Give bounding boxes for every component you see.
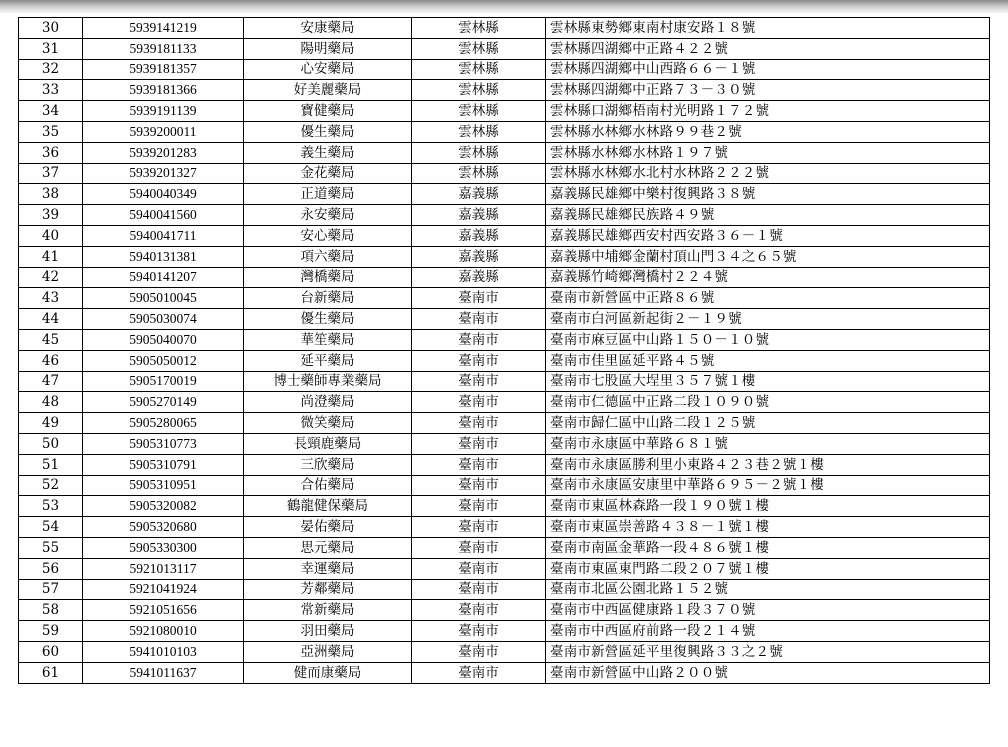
pharmacy-table	[18, 17, 990, 684]
cell-county: 臺南市	[412, 329, 546, 350]
cell-no: 58	[19, 600, 83, 621]
table-row	[19, 641, 990, 662]
cell-code: 5905270149	[83, 392, 244, 413]
cell-name: 長頸鹿藥局	[244, 433, 412, 454]
cell-county: 臺南市	[412, 621, 546, 642]
cell-no: 32	[19, 59, 83, 80]
table-row	[19, 621, 990, 642]
table-row	[19, 18, 990, 39]
cell-code: 5940041560	[83, 205, 244, 226]
cell-no: 44	[19, 309, 83, 330]
cell-name: 思元藥局	[244, 537, 412, 558]
cell-name: 正道藥局	[244, 184, 412, 205]
table-row	[19, 558, 990, 579]
table-row	[19, 184, 990, 205]
cell-no: 40	[19, 225, 83, 246]
cell-code: 5940141207	[83, 267, 244, 288]
cell-name: 延平藥局	[244, 350, 412, 371]
cell-no: 60	[19, 641, 83, 662]
cell-county: 雲林縣	[412, 18, 546, 39]
cell-name: 華笙藥局	[244, 329, 412, 350]
cell-address: 臺南市新營區中正路８６號	[546, 288, 990, 309]
cell-county: 臺南市	[412, 433, 546, 454]
cell-code: 5941011637	[83, 662, 244, 683]
cell-no: 35	[19, 121, 83, 142]
cell-no: 43	[19, 288, 83, 309]
cell-county: 雲林縣	[412, 163, 546, 184]
table-row	[19, 163, 990, 184]
cell-address: 臺南市佳里區延平路４５號	[546, 350, 990, 371]
viewer-top-shadow	[0, 0, 1008, 14]
cell-name: 鶴龍健保藥局	[244, 496, 412, 517]
table-row	[19, 246, 990, 267]
cell-address: 臺南市麻豆區中山路１５０－１０號	[546, 329, 990, 350]
cell-name: 項六藥局	[244, 246, 412, 267]
cell-no: 59	[19, 621, 83, 642]
cell-name: 優生藥局	[244, 121, 412, 142]
cell-county: 嘉義縣	[412, 246, 546, 267]
cell-address: 雲林縣四湖鄉中正路７３－３０號	[546, 80, 990, 101]
table-row	[19, 142, 990, 163]
cell-name: 金花藥局	[244, 163, 412, 184]
cell-county: 臺南市	[412, 579, 546, 600]
cell-no: 42	[19, 267, 83, 288]
cell-address: 臺南市永康區安康里中華路６９５－２號１樓	[546, 475, 990, 496]
cell-address: 臺南市新營區中山路２００號	[546, 662, 990, 683]
cell-address: 雲林縣口湖鄉梧南村光明路１７２號	[546, 101, 990, 122]
cell-name: 亞洲藥局	[244, 641, 412, 662]
cell-no: 30	[19, 18, 83, 39]
cell-code: 5939200011	[83, 121, 244, 142]
cell-no: 37	[19, 163, 83, 184]
cell-code: 5939201327	[83, 163, 244, 184]
cell-name: 寶健藥局	[244, 101, 412, 122]
table-row	[19, 517, 990, 538]
cell-county: 臺南市	[412, 288, 546, 309]
cell-code: 5905010045	[83, 288, 244, 309]
cell-no: 45	[19, 329, 83, 350]
table-row	[19, 38, 990, 59]
cell-name: 晏佑藥局	[244, 517, 412, 538]
cell-no: 53	[19, 496, 83, 517]
cell-county: 臺南市	[412, 662, 546, 683]
cell-address: 臺南市永康區勝利里小東路４２３巷２號１樓	[546, 454, 990, 475]
cell-code: 5939181357	[83, 59, 244, 80]
cell-code: 5921013117	[83, 558, 244, 579]
cell-address: 嘉義縣民雄鄉西安村西安路３６－１號	[546, 225, 990, 246]
cell-county: 臺南市	[412, 537, 546, 558]
cell-code: 5905320680	[83, 517, 244, 538]
cell-county: 臺南市	[412, 558, 546, 579]
cell-no: 54	[19, 517, 83, 538]
cell-no: 47	[19, 371, 83, 392]
cell-address: 雲林縣水林鄉水北村水林路２２２號	[546, 163, 990, 184]
cell-county: 臺南市	[412, 309, 546, 330]
cell-county: 臺南市	[412, 475, 546, 496]
cell-county: 雲林縣	[412, 101, 546, 122]
cell-county: 雲林縣	[412, 121, 546, 142]
cell-name: 三欣藥局	[244, 454, 412, 475]
cell-county: 嘉義縣	[412, 184, 546, 205]
cell-code: 5940040349	[83, 184, 244, 205]
cell-no: 61	[19, 662, 83, 683]
cell-address: 臺南市南區金華路一段４８６號１樓	[546, 537, 990, 558]
table-row	[19, 121, 990, 142]
cell-no: 38	[19, 184, 83, 205]
cell-code: 5939201283	[83, 142, 244, 163]
cell-address: 臺南市東區崇善路４３８－１號１樓	[546, 517, 990, 538]
cell-county: 雲林縣	[412, 142, 546, 163]
cell-code: 5941010103	[83, 641, 244, 662]
cell-address: 臺南市仁德區中正路二段１０９０號	[546, 392, 990, 413]
cell-no: 56	[19, 558, 83, 579]
cell-county: 嘉義縣	[412, 225, 546, 246]
table-row	[19, 225, 990, 246]
cell-code: 5939181133	[83, 38, 244, 59]
cell-name: 永安藥局	[244, 205, 412, 226]
cell-name: 心安藥局	[244, 59, 412, 80]
cell-no: 57	[19, 579, 83, 600]
table-row	[19, 350, 990, 371]
cell-no: 34	[19, 101, 83, 122]
cell-name: 博士藥師專業藥局	[244, 371, 412, 392]
cell-code: 5905320082	[83, 496, 244, 517]
pharmacy-table-body	[19, 18, 990, 684]
cell-code: 5940041711	[83, 225, 244, 246]
cell-name: 好美麗藥局	[244, 80, 412, 101]
cell-county: 嘉義縣	[412, 205, 546, 226]
cell-county: 雲林縣	[412, 59, 546, 80]
cell-code: 5939191139	[83, 101, 244, 122]
document-page	[18, 17, 989, 684]
cell-address: 臺南市北區公園北路１５２號	[546, 579, 990, 600]
cell-county: 臺南市	[412, 517, 546, 538]
cell-no: 31	[19, 38, 83, 59]
cell-name: 安心藥局	[244, 225, 412, 246]
cell-county: 臺南市	[412, 641, 546, 662]
cell-county: 臺南市	[412, 350, 546, 371]
cell-code: 5905030074	[83, 309, 244, 330]
table-row	[19, 496, 990, 517]
cell-code: 5939141219	[83, 18, 244, 39]
table-row	[19, 413, 990, 434]
table-row	[19, 329, 990, 350]
cell-code: 5940131381	[83, 246, 244, 267]
cell-name: 安康藥局	[244, 18, 412, 39]
table-row	[19, 80, 990, 101]
cell-county: 嘉義縣	[412, 267, 546, 288]
cell-code: 5921051656	[83, 600, 244, 621]
cell-no: 39	[19, 205, 83, 226]
table-row	[19, 59, 990, 80]
cell-name: 優生藥局	[244, 309, 412, 330]
table-row	[19, 537, 990, 558]
cell-code: 5905280065	[83, 413, 244, 434]
cell-name: 幸運藥局	[244, 558, 412, 579]
cell-address: 雲林縣四湖鄉中山西路６６－１號	[546, 59, 990, 80]
cell-name: 芳鄰藥局	[244, 579, 412, 600]
cell-county: 雲林縣	[412, 38, 546, 59]
cell-county: 臺南市	[412, 496, 546, 517]
table-row	[19, 433, 990, 454]
cell-code: 5939181366	[83, 80, 244, 101]
cell-address: 臺南市永康區中華路６８１號	[546, 433, 990, 454]
table-row	[19, 454, 990, 475]
cell-name: 健而康藥局	[244, 662, 412, 683]
cell-code: 5905330300	[83, 537, 244, 558]
cell-address: 雲林縣水林鄉水林路９９巷２號	[546, 121, 990, 142]
cell-no: 36	[19, 142, 83, 163]
cell-address: 臺南市白河區新起街２－１９號	[546, 309, 990, 330]
cell-no: 48	[19, 392, 83, 413]
cell-address: 臺南市七股區大埕里３５７號１樓	[546, 371, 990, 392]
table-row	[19, 600, 990, 621]
cell-address: 臺南市新營區延平里復興路３３之２號	[546, 641, 990, 662]
cell-code: 5905310773	[83, 433, 244, 454]
cell-code: 5905170019	[83, 371, 244, 392]
cell-name: 微笑藥局	[244, 413, 412, 434]
cell-county: 雲林縣	[412, 80, 546, 101]
cell-name: 義生藥局	[244, 142, 412, 163]
cell-name: 灣橋藥局	[244, 267, 412, 288]
cell-code: 5905310791	[83, 454, 244, 475]
cell-address: 雲林縣東勢鄉東南村康安路１８號	[546, 18, 990, 39]
table-row	[19, 662, 990, 683]
table-row	[19, 371, 990, 392]
cell-county: 臺南市	[412, 600, 546, 621]
cell-name: 常新藥局	[244, 600, 412, 621]
cell-no: 50	[19, 433, 83, 454]
cell-address: 臺南市中西區健康路１段３７０號	[546, 600, 990, 621]
cell-name: 合佑藥局	[244, 475, 412, 496]
cell-no: 55	[19, 537, 83, 558]
cell-address: 臺南市歸仁區中山路二段１２５號	[546, 413, 990, 434]
table-row	[19, 392, 990, 413]
cell-no: 41	[19, 246, 83, 267]
cell-address: 嘉義縣中埔鄉金蘭村頂山門３４之６５號	[546, 246, 990, 267]
cell-address: 雲林縣水林鄉水林路１９７號	[546, 142, 990, 163]
cell-no: 52	[19, 475, 83, 496]
table-row	[19, 475, 990, 496]
cell-address: 嘉義縣竹崎鄉灣橋村２２４號	[546, 267, 990, 288]
table-row	[19, 101, 990, 122]
cell-no: 49	[19, 413, 83, 434]
table-row	[19, 267, 990, 288]
cell-address: 雲林縣四湖鄉中正路４２２號	[546, 38, 990, 59]
cell-name: 台新藥局	[244, 288, 412, 309]
cell-name: 陽明藥局	[244, 38, 412, 59]
cell-no: 33	[19, 80, 83, 101]
cell-address: 嘉義縣民雄鄉民族路４９號	[546, 205, 990, 226]
cell-code: 5905040070	[83, 329, 244, 350]
cell-address: 臺南市中西區府前路一段２１４號	[546, 621, 990, 642]
cell-address: 嘉義縣民雄鄉中樂村復興路３８號	[546, 184, 990, 205]
cell-county: 臺南市	[412, 392, 546, 413]
cell-county: 臺南市	[412, 413, 546, 434]
cell-address: 臺南市東區東門路二段２０７號１樓	[546, 558, 990, 579]
cell-code: 5921080010	[83, 621, 244, 642]
cell-code: 5905310951	[83, 475, 244, 496]
cell-name: 尚澄藥局	[244, 392, 412, 413]
cell-county: 臺南市	[412, 371, 546, 392]
cell-county: 臺南市	[412, 454, 546, 475]
cell-code: 5905050012	[83, 350, 244, 371]
table-row	[19, 288, 990, 309]
cell-no: 51	[19, 454, 83, 475]
cell-address: 臺南市東區林森路一段１９０號１樓	[546, 496, 990, 517]
cell-name: 羽田藥局	[244, 621, 412, 642]
table-row	[19, 205, 990, 226]
cell-no: 46	[19, 350, 83, 371]
cell-code: 5921041924	[83, 579, 244, 600]
table-row	[19, 309, 990, 330]
table-row	[19, 579, 990, 600]
